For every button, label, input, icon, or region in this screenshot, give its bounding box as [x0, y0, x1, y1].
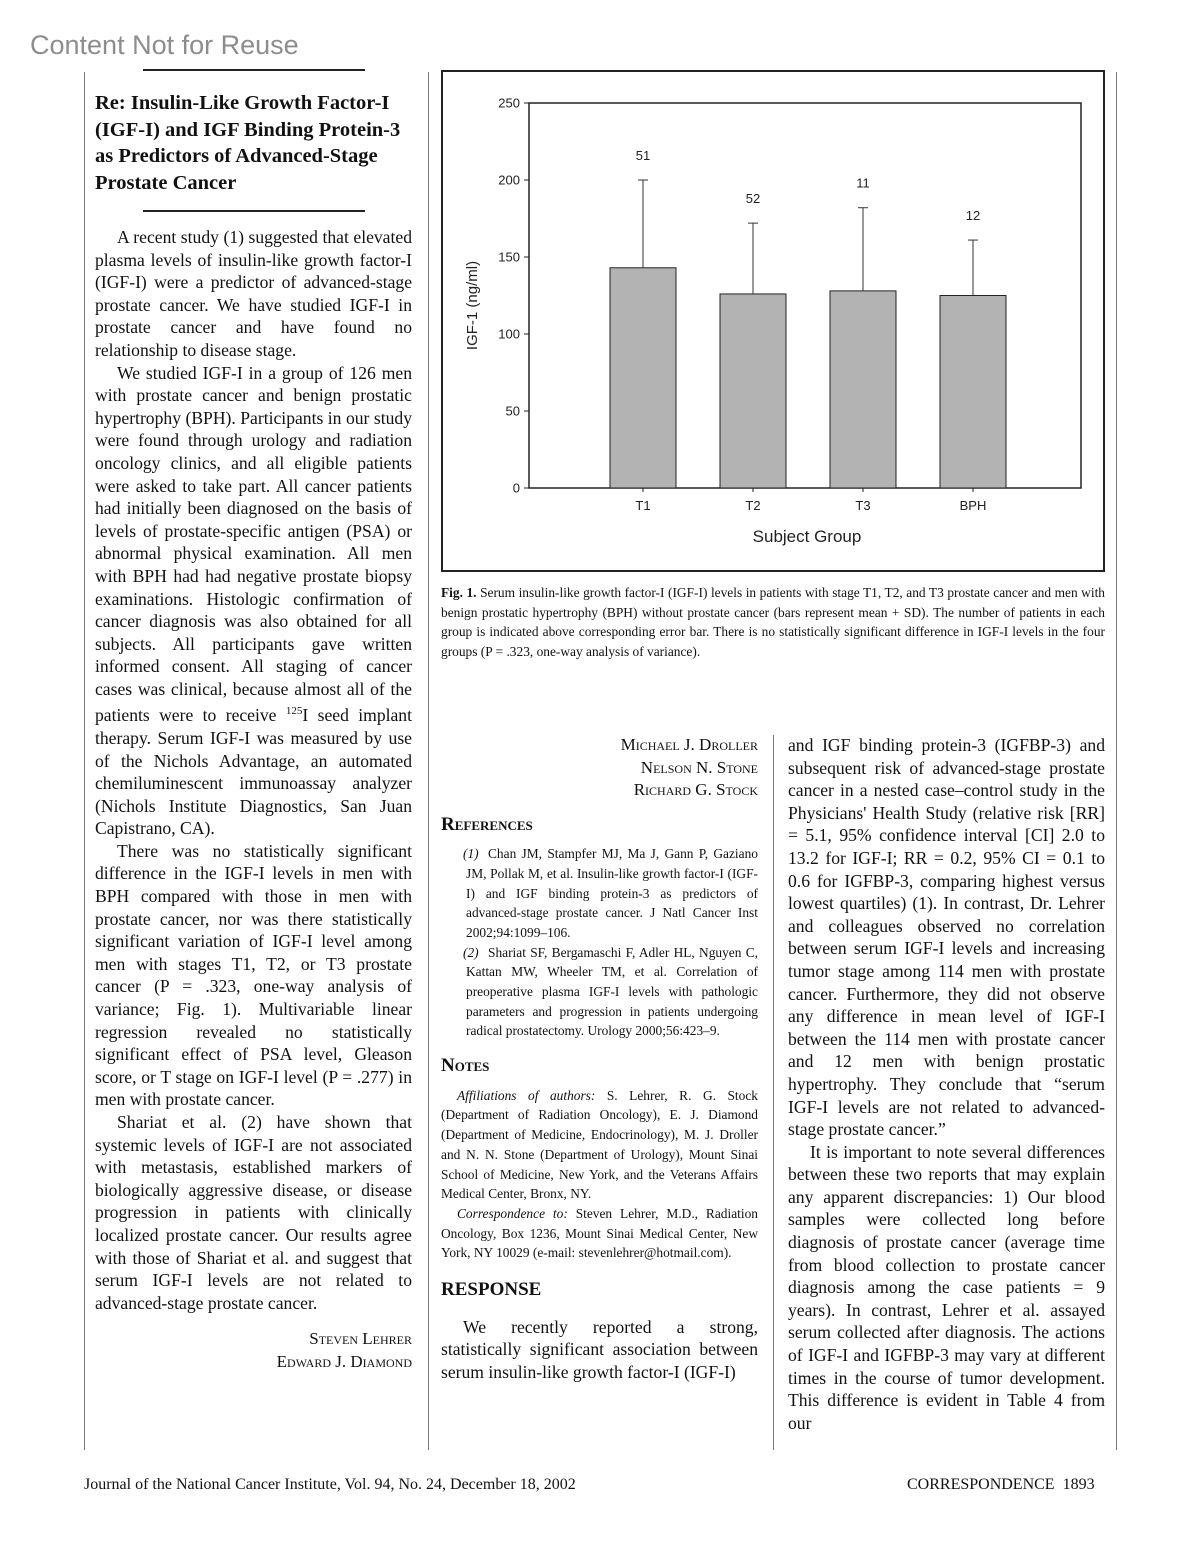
x-tick-label: BPH	[959, 498, 987, 513]
references-heading: References	[441, 813, 533, 835]
column-divider-2	[773, 735, 774, 1450]
reference-item	[441, 943, 758, 1042]
bar	[610, 268, 676, 488]
reference-number: (2)	[463, 944, 479, 960]
footer-journal: Journal of the National Cancer Institute, Vol. 94, No. 24, December 18, 2002	[84, 1476, 576, 1493]
letter-title: Re: Insulin-Like Growth Factor-I (IGF-I) and IGF Binding Protein-3 as Predictors of Advanced-Stage Prostate Cancer	[95, 92, 401, 194]
figure-caption	[441, 583, 1105, 661]
bar-chart	[443, 72, 1103, 570]
correspondence-note: Correspondence to: Steven Lehrer, M.D., Radiation Oncology, Box 1236, Mount Sinai Medical Center, New York, NY 10029 (e-mail: stevenlehrer@hotmail.com).	[441, 1205, 758, 1261]
x-axis-title: Subject Group	[752, 527, 862, 546]
column-divider-1	[428, 72, 429, 1450]
reference-item	[441, 844, 758, 943]
reference-text: Shariat SF, Bergamaschi F, Adler HL, Nguyen C, Kattan MW, Wheeler TM, et al. Correlation of preoperative plasma IGF-I levels with pathologic parameters and progression in patients undergoing radical prostatectomy. Urology 2000;56:423–9.	[466, 944, 758, 1039]
x-tick-label: T2	[745, 498, 761, 513]
author-name: Richard G. Stock	[633, 780, 758, 799]
y-tick-label: 250	[498, 95, 520, 111]
caption-label: Fig. 1.	[441, 585, 477, 600]
response-paragraph-1-cont: and IGF binding protein-3 (IGFBP-3) and subsequent risk of advanced-stage prostate cancer in a nested case–control study in the Physicians' Health Study (relative risk [RR] = 5.1, 95% confidence interval [CI] 2.0 to 13.2 for IGF-I; RR = 0.2, 95% CI = 0.1 to 0.6 for IGFBP-3, comparing highest versus lowest quartiles) (1). In contrast, Dr. Lehrer and colleagues observed no correlation between serum IGF-I levels and increasing tumor stage among 114 men with prostate cancer. Furthermore, they did not observe any difference in mean level of IGF-I between the 114 men with prostate cancer and 12 men with benign prostatic hypertrophy. They conclude that “serum IGF-I levels are not related to advanced-stage prostate cancer.”	[788, 735, 1105, 1140]
footer-section: CORRESPONDENCE	[907, 1476, 1055, 1493]
notes-body	[441, 1086, 758, 1263]
title-bottom-rule	[143, 210, 365, 212]
y-axis-title: IGF-1 (ng/ml)	[464, 260, 481, 351]
author-name: Edward J. Diamond	[276, 1351, 412, 1371]
letter-paragraph-4: Shariat et al. (2) have shown that systemic levels of IGF-I are not associated with metastasis, established markers of biologically aggressive disease, or disease progression in patients with clinically localized prostate cancer. Our results agree with those of Shariat et al. and suggest that serum IGF-I levels are not related to advanced-stage prostate cancer.	[95, 1112, 412, 1313]
letter-signature-left	[95, 1328, 412, 1373]
references-list	[441, 844, 758, 1041]
y-tick-label: 100	[498, 326, 520, 342]
footer-page-number: 1893	[1062, 1476, 1095, 1493]
count-label: 52	[745, 191, 761, 207]
caption-text: Serum insulin-like growth factor-I (IGF-I) levels in patients with stage T1, T2, and T3 prostate cancer and men with benign prostatic hypertrophy (BPH) without prostate cancer (bars represent mean + SD). The number of patients in each group is indicated above corresponding error bar. There is no statistically significant difference in IGF-I levels in the four groups (P = .323, one-way analysis of variance).	[441, 585, 1105, 659]
letter-paragraph-2: We studied IGF-I in a group of 126 men with prostate cancer and benign prostatic hypertrophy (BPH). Participants in our study were found through urology and radiation oncology clinics, and all eligible patients were asked to take part. All cancer patients had initially been diagnosed on the basis of levels of prostate-specific antigen (PSA) or abnormal physical examination. All men with BPH had had negative prostate biopsy examinations. Histologic confirmation of cancer diagnosis was also obtained for all subjects. All participants gave written informed consent. All staging of cancer cases was clinical, because almost all of the patients were to receive $^{125}$I seed implant therapy. Serum IGF-I was measured by use of the Nichols Advantage, an automated chemiluminescent immunoassay analyzer (Nichols Institute Diagnostics, San Juan Capistrano, CA).	[95, 362, 412, 839]
response-paragraph-1-start: We recently reported a strong, statistically significant association between serum insulin-like growth factor-I (IGF-I)	[441, 1316, 758, 1382]
y-tick-label: 150	[498, 249, 520, 265]
author-name: Nelson N. Stone	[640, 757, 758, 777]
column-divider-right	[1116, 72, 1117, 1450]
response-paragraph-2: It is important to note several differences between these two reports that may explain any apparent discrepancies: 1) Our blood samples were collected long before diagnosis of prostate cancer (average time from blood collection to prostate cancer diagnosis among the case patients = 9 years). In contrast, Lehrer et al. assayed serum collected after diagnosis. The actions of IGF-I and IGFBP-3 may vary at different times in the course of tumor development. This difference is evident in Table 4 from our	[788, 1141, 1105, 1433]
letter-paragraph-1: A recent study (1) suggested that elevated plasma levels of insulin-like growth factor-I (IGF-I) were a predictor of advanced-stage prostate cancer. We have studied IGF-I in prostate cancer and have found no relationship to disease stage.	[95, 227, 412, 360]
y-tick-label: 0	[512, 480, 520, 496]
x-tick-label: T3	[855, 498, 871, 513]
reference-number: (1)	[463, 846, 479, 862]
letter-paragraph-3: There was no statistically significant difference in the IGF-I levels in men with BPH compared with those in men with prostate cancer, nor was there statistically significant variation of IGF-I level among men with stages T1, T2, or T3 prostate cancer (P = .323, one-way analysis of variance; Fig. 1). Multivariable linear regression revealed no statistically significant effect of PSA level, Gleason score, or T stage on IGF-I level (P = .277) in men with prostate cancer.	[95, 840, 412, 1110]
reference-text: Chan JM, Stampfer MJ, Ma J, Gann P, Gaziano JM, Pollak M, et al. Insulin-like growth factor-I (IGF-I) and IGF binding protein-3 as predictors of advanced-stage prostate cancer. J Natl Cancer Inst 2002;94:1099–106.	[466, 846, 758, 940]
isotope-superscript: 125	[285, 705, 303, 718]
column-divider-left	[84, 72, 85, 1450]
letter-signature-right	[441, 734, 758, 802]
footer-page-info	[907, 1476, 1095, 1494]
affiliations-label: Affiliations of authors:	[457, 1087, 596, 1103]
author-name: Steven Lehrer	[309, 1329, 412, 1349]
bar	[830, 291, 896, 488]
response-heading: RESPONSE	[441, 1279, 542, 1301]
watermark: Content Not for Reuse	[30, 30, 299, 60]
y-tick-label: 200	[498, 172, 520, 188]
count-label: 51	[635, 148, 651, 163]
count-label: 12	[965, 208, 981, 224]
title-top-rule	[143, 69, 365, 71]
letter-body	[95, 226, 412, 1373]
count-label: 11	[856, 175, 870, 191]
y-tick-label: 50	[505, 403, 520, 419]
x-tick-label: T1	[635, 498, 651, 513]
middle-column	[441, 734, 758, 1383]
bar	[720, 294, 786, 488]
notes-heading: Notes	[441, 1055, 490, 1077]
author-name: Michael J. Droller	[620, 735, 758, 754]
right-column	[788, 734, 1105, 1434]
correspondence-label: Correspondence to:	[457, 1205, 568, 1221]
bar	[940, 296, 1006, 489]
affiliations-note: Affiliations of authors: S. Lehrer, R. G. Stock (Department of Radiation Oncology), E. J. Diamond (Department of Medicine, Endocrinology), M. J. Droller and N. N. Stone (Department of Urology), Mount Sinai School of Medicine, New York, and the Veterans Affairs Medical Center, Bronx, NY.	[441, 1087, 758, 1202]
figure-frame	[441, 70, 1105, 572]
